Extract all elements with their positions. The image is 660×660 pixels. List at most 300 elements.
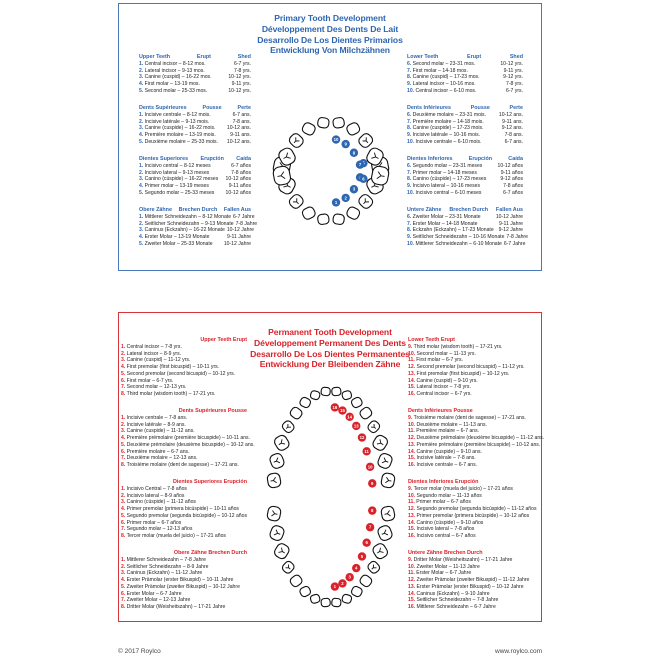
tooth-eruption-text: Segundo premolar (segunda bicúspide) – 11-12 años [416,506,537,513]
permanent-title-es: Desarrollo De Los Dientes Permanentes [250,348,410,359]
tooth-row [139,170,251,177]
tooth-eruption-text: Second molar – 12-13 yrs. [126,384,187,391]
tooth-row [121,520,247,527]
tooth-number-label: 3 [348,574,351,580]
tooth-row [407,221,523,228]
tooth [269,524,286,542]
header-cell: Dents Supérieures [139,105,187,111]
tooth-shed-text: 10-12 Jahre [226,227,254,234]
tooth-group-header [408,550,540,557]
tooth-group [139,54,251,95]
tooth-shed-text: 6-7 ans. [232,112,251,118]
tooth [310,594,321,604]
tooth-eruption-text: Zweiter Prämolar (zweiter Bikuspid) – 11-12 Jahre [416,577,530,584]
tooth-group-header [139,156,251,163]
tooth-row [121,422,247,429]
tooth-eruption-text: Canine (cuspid) – 9-10 yrs. [416,377,478,384]
tooth-row [408,570,540,577]
tooth-row [139,68,251,75]
tooth [273,434,291,453]
tooth-eruption-text: Erster Molar – 6-7 Jahre [416,570,472,577]
tooth-crown [288,193,305,210]
tooth-shed-text: 6-7 años [231,163,251,169]
tooth [377,452,394,470]
tooth [267,472,282,488]
tooth-row [407,234,528,241]
tooth-row [121,344,247,351]
header-cell: Dientes Superiores [139,156,189,162]
tooth-eruption-text: Second molar – 23-31 mos. [412,61,476,67]
tooth-eruption-text: Canino (cúspide) – 9-10 años [416,519,484,526]
tooth-group [407,54,523,95]
tooth [289,406,304,421]
tooth-row [408,557,540,564]
tooth-number: 7. [121,526,126,533]
tooth-row [121,499,247,506]
tooth-row [139,176,251,183]
tooth-shed-text: 7-8 años [503,183,523,190]
tooth-group-header [408,337,540,344]
tooth-number: 3. [121,499,126,506]
tooth-row [407,139,523,146]
tooth-row [121,378,247,385]
tooth-number: 9. [407,183,412,190]
tooth [288,193,305,210]
tooth-eruption-text: Première prémolaire (première bicuspide) – 10-12 ans. [416,441,541,448]
tooth-row [408,351,540,358]
tooth [332,117,344,128]
tooth-shed-text: 9-12 Jahre [498,227,523,234]
tooth-shed-text: 9-11 años [500,169,523,176]
tooth-eruption-text: Mittlerer Schneidezahn – 8-12 Monate [144,214,232,220]
tooth-number: 5. [139,240,144,247]
tooth-number: 15. [408,597,416,604]
tooth-number: 1. [121,557,126,563]
tooth-eruption-text: Deuxième molaire – 23-31 mois. [412,112,486,118]
tooth-row [408,591,540,598]
permanent-tooth-card [118,312,545,622]
tooth-row [139,132,251,139]
tooth-number-label: 15 [340,408,345,414]
tooth-group [408,479,540,540]
tooth-group [408,550,540,611]
tooth-eruption-text: Second premolar (second bicuspid) – 11-12 yrs. [416,364,525,371]
header-cell: Brechen Durch [449,207,489,213]
header-cell: Lower Teeth Erupt [408,337,455,343]
tooth [357,193,374,210]
tooth-shed-text: 10-12 yrs. [228,74,251,81]
tooth-row [121,577,247,584]
tooth-row [121,351,247,358]
tooth-number-label: 6 [362,176,365,182]
tooth-crown [371,434,389,453]
tooth-eruption-text: Lateral incisor – 8-9 yrs. [126,350,182,357]
tooth-eruption-text: Caninus (Eckzahn) – 11-12 Jahre [126,570,203,577]
tooth-crown [289,406,304,421]
tooth [366,560,381,575]
tooth-row [408,513,540,520]
tooth-number: 5. [121,370,126,377]
tooth-crown [288,132,305,149]
tooth-row [407,183,523,190]
tooth-eruption-text: Première molaire – 14-18 mois. [412,118,484,125]
tooth-row [121,428,247,435]
tooth-eruption-text: Caninus (Eckzahn) – 16-22 Monate [144,227,225,234]
tooth-row [139,112,251,119]
tooth-eruption-text: First molar – 13-19 mos. [144,81,200,88]
tooth-crown [332,117,344,128]
permanent-title-en: Permanent Tooth Development [268,327,392,337]
tooth-number: 4. [139,132,144,139]
tooth-number: 5. [139,189,144,196]
tooth-shed-text: 10-12 yrs. [500,61,523,67]
tooth-group [407,207,528,248]
tooth [267,506,282,522]
tooth-shed-text: 7-8 yrs. [506,81,523,88]
tooth-row [121,584,247,591]
tooth-row [408,391,540,398]
tooth-group-header [407,156,523,163]
tooth-row [139,74,251,81]
tooth-number: 9. [408,557,413,563]
tooth-crown [299,396,312,409]
tooth-eruption-text: Seitlicher Schneidezahn – 9-13 Monate [144,220,234,227]
tooth-number-label: 10 [367,464,373,470]
tooth-eruption-text: Central incisor – 6-10 mos. [415,87,477,94]
tooth-number: 15. [408,526,416,533]
tooth-eruption-text: Incisive centrale – 6-10 mois. [415,138,482,145]
tooth-shed-text: 10-12 ans. [226,125,251,132]
tooth-number: 12. [408,506,416,513]
tooth-eruption-text: Incisivo lateral – 10-16 meses [412,183,481,190]
tooth-eruption-text: Primer molar – 13-19 meses [144,183,209,190]
tooth-number: 6. [407,61,412,67]
primary-title-es: Desarrollo De Los Dientes Primarios [257,34,403,45]
tooth [321,387,331,396]
tooth-number: 10. [408,563,416,570]
tooth-number: 8. [121,390,126,397]
tooth [359,406,374,421]
tooth-eruption-text: Canine (cuspide) – 11-12 ans. [126,428,195,435]
tooth [269,452,286,470]
tooth-eruption-text: Lateral incisor – 7-8 yrs. [416,384,471,391]
tooth-row [121,513,247,520]
tooth-row [407,176,523,183]
tooth-shed-text: 9-12 años [500,176,523,183]
tooth-row [121,357,247,364]
tooth [310,390,321,400]
tooth-eruption-text: Incisivo central – 6-7 años [416,532,476,539]
tooth-row [408,533,540,540]
tooth-row [408,577,540,584]
tooth-eruption-text: Eckzahn (Eckzahn) – 17-23 Monate [412,227,494,234]
tooth-number: 8. [121,532,126,539]
tooth-number: 6. [121,519,126,526]
tooth-number: 5. [121,512,126,519]
tooth-row [139,190,251,197]
tooth-group [139,105,251,146]
header-cell: Obere Zähne Brechen Durch [173,550,247,556]
tooth-eruption-text: Seitlicher Schneidezahn – 10-16 Monate [412,234,505,241]
tooth-eruption-text: First molar – 14-18 mos. [412,67,468,74]
tooth-number-label: 13 [353,423,359,429]
tooth-eruption-text: Erster Prämolar (erster Bikuspid) – 10-12 Jahre [416,583,524,590]
tooth-eruption-text: Deuxième prémolaire (deuxième bicuspide) – 10-12 ans. [126,441,255,448]
tooth-eruption-text: First molar – 6-7 yrs. [416,357,463,364]
header-cell: Erupt [467,54,482,60]
primary-title-de: Entwicklung Von Milchzähnen [270,45,390,56]
primary-dental-arch-diagram [267,76,395,268]
tooth-shed-text: 9-12 ans. [501,125,523,132]
tooth-number: 10. [407,138,415,145]
primary-title-fr: Développement Des Dents De Lait [261,23,399,34]
tooth-eruption-text: Deuxième prémolaire (deuxième bicuspide) – 11-12 ans. [416,435,545,442]
tooth-crown [301,206,317,221]
tooth [366,419,381,434]
tooth-row [121,533,247,540]
tooth-number: 2. [139,169,144,176]
tooth-group-header [408,479,540,486]
tooth-number: 9. [407,81,412,88]
tooth-eruption-text: Third molar (wisdom tooth) – 17-21 yrs. [126,390,216,397]
tooth-eruption-text: Zweiter Molar – 23-31 Monate [412,214,481,220]
tooth [299,396,312,409]
tooth-eruption-text: Segundo molar – 11-13 años [416,492,482,499]
tooth [299,585,312,598]
header-cell: Erupt [196,54,211,60]
tooth-number-label: 14 [347,414,353,420]
tooth-number: 16. [408,461,416,468]
tooth-number: 9. [407,132,412,139]
tooth-eruption-text: Seitlicher Schneidezahn – 7-8 Jahre [416,597,499,604]
tooth-eruption-text: Zweiter Molar – 25-33 Monate [144,240,213,247]
tooth-number-label: 8 [371,508,374,514]
tooth-number: 10. [407,87,415,94]
tooth-number: 4. [121,506,126,513]
tooth-number: 8. [121,461,126,468]
tooth-shed-text: 10-12 años [225,189,251,196]
tooth-eruption-text: Second molar – 25-33 mos. [144,87,208,94]
tooth-eruption-text: Segundo premolar (segunda bicúspide) – 10-12 años [126,512,248,519]
tooth-shed-text: 10-12 años [497,163,523,169]
tooth-number: 4. [139,183,144,190]
tooth-row [408,486,540,493]
tooth-eruption-text: Segundo molar – 25-33 meses [144,189,215,196]
tooth-number: 7. [121,597,126,604]
tooth-row [139,220,258,228]
tooth-number: 10. [408,492,416,499]
header-cell: Shed [509,54,523,60]
tooth-crown [350,585,363,598]
tooth-row [407,119,523,126]
tooth-number: 3. [121,357,126,364]
tooth-number: 9. [408,344,413,350]
tooth [345,206,361,221]
header-cell: Brechen Durch [178,207,218,213]
tooth-number-label: 8 [352,150,356,156]
tooth-number: 11. [408,570,415,577]
tooth [289,574,304,589]
tooth-row [407,81,523,88]
tooth-eruption-text: Mittlerer Schneidezahn – 6-10 Monate [415,240,502,247]
tooth-eruption-text: Zweiter Prämolar (zweiter Bikuspid) – 10-12 Jahre [126,583,240,590]
tooth [332,213,344,224]
tooth-row [139,61,251,68]
tooth-eruption-text: Lateral incisor – 9-13 mos. [144,67,205,74]
tooth-number: 15. [408,384,416,391]
permanent-upper-teeth-column [121,337,255,621]
tooth-number: 1. [121,486,126,492]
tooth-crown [299,585,312,598]
tooth-number: 5. [121,441,126,448]
tooth-number: 14. [408,519,416,526]
tooth-eruption-text: Zweiter Molar – 11-13 Jahre [416,563,480,570]
tooth-eruption-text: Primer premolar (primera bicúspide) – 10-11 años [126,506,239,513]
tooth-eruption-text: Primer molar – 6-7 años [416,499,471,506]
tooth [317,213,329,224]
tooth-number-label: 2 [344,195,347,201]
tooth-number: 4. [121,577,126,584]
tooth-number: 16. [408,532,416,539]
tooth [281,419,296,434]
tooth-number: 4. [139,81,144,88]
tooth-row [139,234,251,241]
tooth-number-label: 6 [365,540,368,546]
tooth-eruption-text: Lateral incisor – 10-16 mos. [412,81,476,88]
tooth [301,206,317,221]
tooth-group [408,337,540,398]
tooth-group [408,408,545,469]
tooth-number: 2. [121,563,126,570]
tooth [288,132,305,149]
tooth-group-header [139,54,251,61]
tooth [371,542,389,561]
copyright-text: © 2017 Roylco [118,648,161,655]
tooth-group-header [121,337,247,344]
tooth-eruption-text: Troisième molaire (dent de sagesse) – 17-21 ans. [126,461,239,468]
tooth-group-header [121,550,247,557]
tooth-row [408,493,540,500]
tooth-row [408,422,540,429]
tooth-number: 12. [408,435,416,442]
tooth-number: 3. [121,570,126,577]
tooth-eruption-text: Second molar – 11-13 yrs. [416,350,476,357]
tooth-row [139,88,251,95]
header-cell: Pousse [202,105,222,111]
tooth-crown [377,524,394,542]
tooth [350,585,363,598]
tooth [317,117,329,128]
tooth-number: 16. [408,390,416,397]
tooth-eruption-text: Incisive latérale – 9-13 mois. [144,118,210,125]
tooth-shed-text: 6-7 yrs. [506,87,523,94]
tooth-number: 6. [121,590,126,597]
tooth-row [408,462,540,469]
tooth-crown [345,121,361,136]
tooth-row [121,371,247,378]
tooth-eruption-text: Segundo molar – 12-13 años [126,526,193,533]
tooth-number: 2. [139,220,144,227]
tooth-eruption-text: Incisive centrale – 7-8 ans. [126,415,188,421]
tooth-number: 7. [407,118,412,125]
tooth-number: 8. [407,176,412,183]
tooth-eruption-text: Incisive latérale – 10-16 mois. [412,132,481,139]
tooth-number: 9. [407,234,412,241]
tooth-crown [350,396,363,409]
tooth-number: 12. [408,577,416,584]
tooth-row [121,493,247,500]
tooth-number: 10. [407,189,415,196]
tooth-number: 3. [139,125,144,132]
tooth-shed-text: 10-12 ans. [226,138,251,145]
tooth-crown [377,452,394,470]
tooth-number: 6. [407,112,412,118]
tooth-number: 2. [121,421,126,428]
tooth-number: 6. [407,163,412,169]
tooth-number: 3. [121,428,126,435]
tooth-number: 13. [408,441,416,448]
tooth-number: 9. [408,415,413,421]
tooth [371,434,389,453]
tooth-number-label: 7 [368,524,372,530]
tooth-number: 7. [407,220,412,227]
tooth-row [139,214,255,221]
tooth-number: 3. [139,74,144,81]
permanent-title-fr: Développement Permanent Des Dents [254,337,406,348]
tooth [377,524,394,542]
tooth-row [407,132,523,139]
tooth-number: 3. [139,176,144,183]
tooth-number: 10. [408,350,416,357]
tooth-crown [267,472,282,488]
tooth-row [408,435,545,442]
tooth-number-label: 11 [364,448,369,454]
tooth-crown [317,117,329,128]
tooth-eruption-text: Third molar (wisdom tooth) – 17-21 yrs. [413,344,503,350]
tooth-row [407,88,523,95]
tooth-crown [332,213,344,224]
website-link[interactable]: www.roylco.com [495,648,542,655]
tooth-number: 2. [139,67,144,74]
tooth-group [139,207,258,248]
tooth-number: 2. [121,492,126,499]
tooth-eruption-text: Mittlerer Schneidezahn – 6-7 Jahre [416,603,496,610]
tooth-row [408,604,540,611]
tooth-shed-text: 7-8 Jahre [506,234,528,241]
tooth-shed-text: 10-12 yrs. [228,87,251,94]
tooth-row [408,442,540,449]
tooth-row [408,506,540,513]
tooth-eruption-text: Primer molar – 6-7 años [126,519,182,526]
tooth-number-label: 9 [344,141,347,147]
tooth-number: 1. [139,214,144,220]
tooth-row [407,112,523,119]
tooth-eruption-text: Deuxième molaire – 25-33 mois. [144,138,218,145]
primary-tooth-card [118,3,542,271]
tooth-group-header [408,408,540,415]
tooth-row [408,378,540,385]
tooth-shed-text: 10-12 ans. [498,112,523,118]
tooth-row [407,74,523,81]
tooth-row [408,371,540,378]
tooth-number: 1. [139,163,144,169]
header-cell: Dents Inférieures Pousse [408,408,473,414]
tooth-eruption-text: Incisivo central – 6-10 meses [415,189,482,196]
tooth-eruption-text: Canino (cúspide) – 16-22 meses [144,176,219,183]
tooth-eruption-text: Incisive centrale – 6-7 ans. [416,461,478,468]
tooth-row [408,384,540,391]
tooth-row [408,499,540,506]
